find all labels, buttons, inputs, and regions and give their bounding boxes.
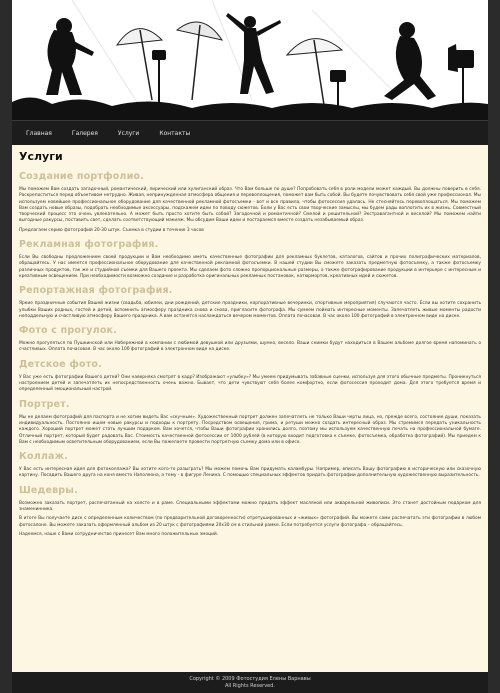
section-portfolio <box>19 171 481 234</box>
page-container <box>12 0 488 693</box>
model-silhouette-icon <box>384 22 436 100</box>
copyright-text: Copyright © 2009 Фотостудия Елены Варнавы <box>189 675 311 682</box>
footer <box>12 672 488 693</box>
header-banner <box>12 0 488 120</box>
section-masterpieces <box>19 485 481 538</box>
section-advertising <box>19 239 481 280</box>
section-portrait <box>19 399 481 446</box>
section-text: Если Вы свободны предложением своей продукции и Вам необходимо иметь качественные фотографии для рекламных буклетов, каталогов, сайтов и прочих полиграфических материалов, обращайтесь. У нас имеется профессиональное оборудование для качественной рекламной фотосъемки. В нашей студии Вы сможете заказать предметную фотосъемку, а также фотосъемку различных продуктов, так же и студийной съемки для Вашего проекта. Мы сделаем фото сложно пропорциональные размеры, а также фотографирование продукции в интерьере с интересным и креативным освещением. При необходимости возможно создание и разработка оригинальных рекламных постановок, натюрмортов, креативных идей и сюжетов. <box>19 255 481 279</box>
section-title: Репортажная фотография. <box>19 285 173 297</box>
section-text: В итоге Вы получаете диск с определенным количеством (по предварительной договоренности) отретушированных и «живых» фотографий. Вы можете сами распечатать эти фотографии в любом фотосалоне. Вы можете заказать оформленный альбом из 20 штук с фотографиями 20х30 см в стильной рамке. Если потребуется услуги фотографа – обращайтесь. <box>19 516 481 528</box>
studio-light-icon <box>152 50 166 105</box>
section-collage <box>19 451 481 480</box>
section-text: Мы не делаем фотографий для паспорта и не хотим видеть Вас «скучным». Художественный портрет должен запечатлеть не только Ваши черты лица, но, прежде всего, состояние души, показать индивидуальность. Постоянно ищем новые ракурсы и подходы к портрету. Посредством освещения, грима, и ретуши можно создать интересный образ. Мы стремимся передать уникальность каждого. Хороший портрет может стать лучшим подарком. Вам хочется, чтобы Ваши фотографии хранились долго, поэтому мы используем качественную печать на профессиональной бумаге. Отличный портрет, который будет радовать Вас. Стоимость качественной фотосессии от 1000 рублей (в которую входит подготовка к съемке, фотосъемка, обработка фотографий). Мы приедем к Вам с необходимым осветительным оборудованием, если Вы пожелаете провести портретную съемку дома или в офисе. <box>19 414 481 445</box>
page-title: Услуги <box>19 150 63 163</box>
section-text: Возможно заказать портрет, распечатанный на холсте и в раме. Специальными эффектами можно придать эффект масляной или акварельной живописи. Это станет достойным подарком для знаменинника. <box>19 500 481 513</box>
section-kids <box>19 359 481 394</box>
spotlight-icon <box>448 44 474 108</box>
section-title: Создание портфолио. <box>19 171 144 182</box>
dancer-silhouette-icon <box>226 13 281 94</box>
rights-text: All Rights Reserved. <box>224 682 275 689</box>
section-title: Шедевры. <box>19 484 78 496</box>
section-title: Детское фото. <box>19 358 102 370</box>
nav-contacts[interactable]: Контакты <box>159 129 191 137</box>
studio-umbrella-icon <box>177 22 222 100</box>
section-text: Мы поможем Вам создать загадочный, романтический, лирический или хулиганский образ. Что Вам больше по душе? Попробовать себя в роли модели может каждый. Вы должны поверить в себя. Раскрепоститься перед объективом нетрудно. Живая, непринужденная атмосфера общения и перевоплощения, поможет вам быть собой. Вы будете почувствовать себя свой уже профессионал. Мы используем новейшее профессиональное оборудование для качественной рекламной фотосъемки - вот и все правила, чтобы фотосессия удалась. Не стесняйтесь перевоплощаться. Мы поможем Вам создать новые образы, подобрать необходимые аксессуары, подскажем идеи по поводу сюжетов. Боли у Вас есть свои творческие замыслы, мы будем рады воплотить их в жизнь. Совместный творческий процесс это очень увлекательно. А может быть просто хотите быть собой? Загадочной и романтичной? Смелой и решительной? Экстравагантной и веселой? Мы поможем найти выгодные ракурсы, поставить свет, сделать соответствующий макияж. Мы обсудим Ваши идеи и постараемся вместе создать незабываемый образ. <box>19 187 481 224</box>
model-silhouette-icon <box>46 18 94 95</box>
section-text: Можно прогуляться по Пушкинской или Набережной в компании с любимой девушкой или друзьями, шумно, весело. Ваши снимки будут находиться в Вашем альбоме долгое время напоминать о счастливых. Оплата почасовая. В час около 100 фотографий в электронном виде на диске. <box>19 341 481 353</box>
section-text: Яркие праздничные события Вашей жизни (свадьба, юбилеи, дни рождений, детские праздники, корпоративные вечеринки, спортивные мероприятия) случаются часто. Если вы хотите сохранить улыбки Ваших родных, гостей и детей, вспомнить атмосферу праздника снова и снова, пригласите фотографа. Мы сумеем поймать интересные моменты. Запечатлеть живые моменты радости неподдельную и счастливую атмосферу Вашего праздника. А вам останется наслаждаться вечером моментов. Оплата почасовая. В час около 100 фотографий в электронном виде на диске. <box>19 301 481 319</box>
main-navigation <box>12 120 488 145</box>
studio-umbrella-icon <box>117 29 162 100</box>
section-title: Фото с прогулок. <box>19 325 118 337</box>
section-text: У Вас уже есть фотографии Вашего детей? Они наверняка смотрят в кадр? Изображают «улыбку»? Мы умеем придумывать забавные сценки, используя для этого обычные предметы. Проникнуться настроением детей и запечатлеть их непосредственность очень важно. Бывает, что дети чувствуют себя более комфортно, если фотосессия проходит дома. Для этого требуется время и определенный эмоциональный настрой. <box>19 374 481 393</box>
nav-services[interactable]: Услуги <box>117 129 140 137</box>
section-text: У Вас есть интересная идея для фотоколлажа? Вы хотите кого-то разыграть? Мы можем помочь Вам придумать каламбуры. Например, вписать Вашу фотографию в историческую или сказочную картину. Посадить Вашего друга на коня вместо Наполеона, а тему - в фигуре Ленина. С помощью специальных эффектов придать фотографии дополнительную художественную выразительность. <box>19 467 481 479</box>
main-content <box>19 150 481 543</box>
section-walks <box>19 325 481 354</box>
section-title: Портрет. <box>19 398 70 410</box>
section-text: Предлагаем серию фотографий 20-30 штук. Съемка в студии в течение 3 часов <box>19 227 204 233</box>
studio-light-icon <box>330 70 346 108</box>
section-title: Рекламная фотография. <box>19 239 159 251</box>
ground-silhouette <box>12 97 488 120</box>
section-reportage <box>19 285 481 320</box>
nav-home[interactable]: Главная <box>26 129 52 137</box>
section-text: Надеемся, наше с Вами сотрудничество принесет Вам много положительных эмоций. <box>19 531 219 537</box>
nav-gallery[interactable]: Галерея <box>71 129 98 137</box>
photo-studio-banner-illustration <box>12 0 488 120</box>
section-title: Коллаж. <box>19 451 69 463</box>
